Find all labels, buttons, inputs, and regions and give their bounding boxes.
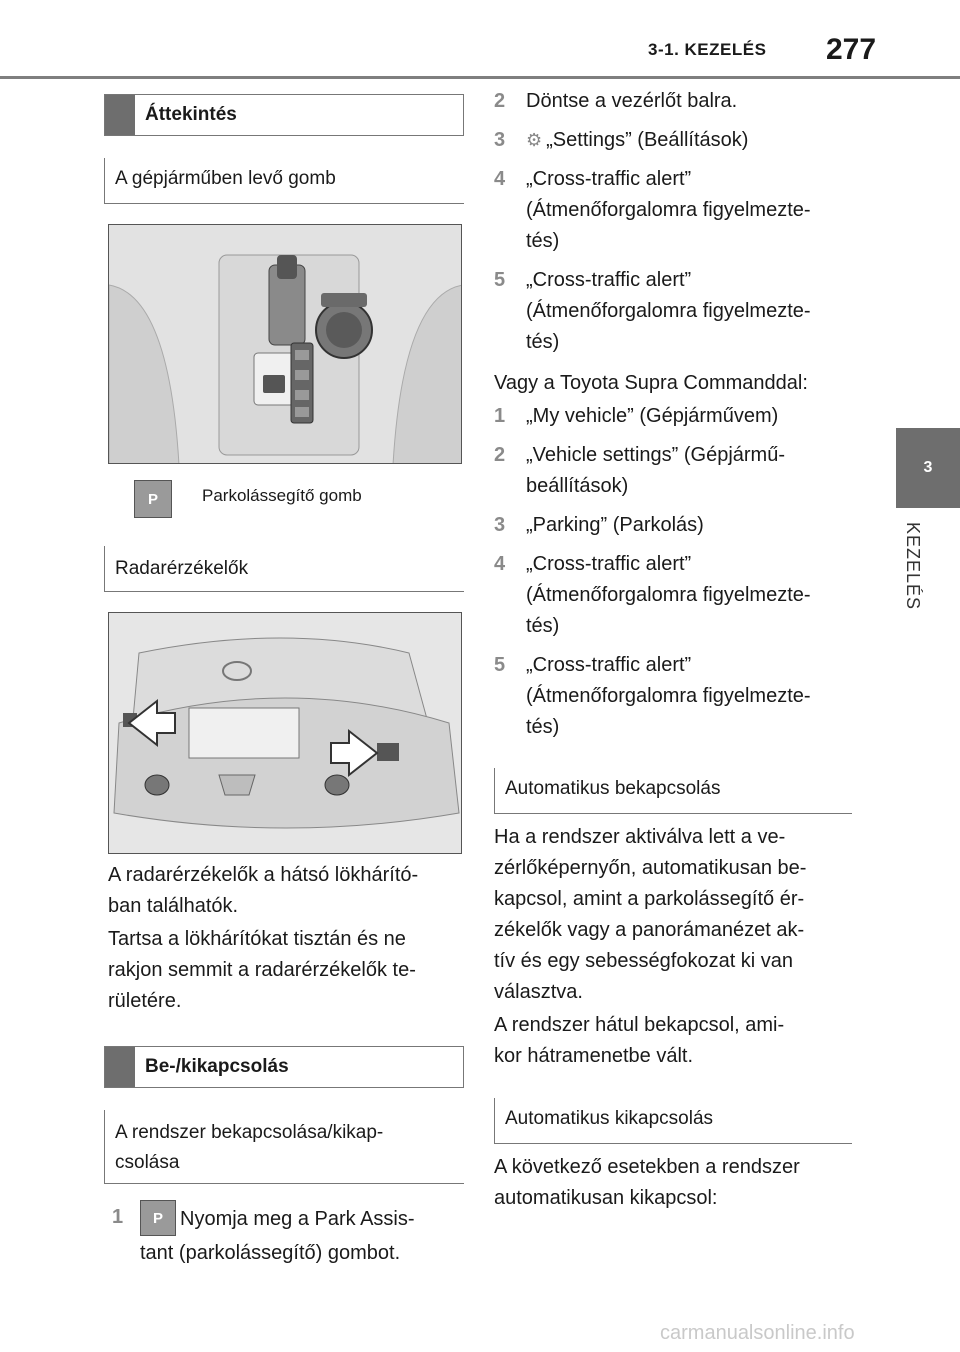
step-item xyxy=(494,650,864,743)
park-assist-icon: P xyxy=(140,1200,176,1236)
text-line: Ha a rendszer aktiválva lett a ve- xyxy=(494,826,786,848)
paragraph-sensor-location xyxy=(108,860,468,922)
chapter-tab[interactable] xyxy=(896,428,960,508)
section-box-title: Áttekintés xyxy=(145,104,237,125)
subheading-in-vehicle-button xyxy=(104,158,464,204)
step-item xyxy=(494,549,864,642)
text-line: zékelők vagy a panorámanézet ak- xyxy=(494,919,805,941)
step-text: tés) xyxy=(526,615,560,637)
step-text: „Cross-traffic alert” xyxy=(526,269,692,291)
step-item xyxy=(494,440,864,502)
step-list-command xyxy=(494,401,864,751)
step-text: beállítások) xyxy=(526,475,629,497)
subheading-auto-on xyxy=(494,768,852,814)
subheading-auto-off xyxy=(494,1098,852,1144)
step-text: „Cross-traffic alert” xyxy=(526,168,692,190)
figure-caption: Parkolássegítő gomb xyxy=(202,486,362,505)
text-line: A rendszer hátul bekapcsol, ami- xyxy=(494,1014,785,1036)
step-text: tés) xyxy=(526,230,560,252)
chapter-tab-label: KEZELÉS xyxy=(903,522,923,611)
step-text: tés) xyxy=(526,331,560,353)
watermark: carmanualsonline.info xyxy=(660,1322,855,1344)
text-line: A rendszer bekapcsolása/kikap- xyxy=(115,1122,384,1143)
step-text: „Cross-traffic alert” xyxy=(526,654,692,676)
step-text: „My vehicle” (Gépjárművem) xyxy=(526,405,779,427)
step-text: Döntse a vezérlőt balra. xyxy=(526,90,738,112)
step-text: „Parking” (Parkolás) xyxy=(526,514,704,536)
step-number: 2 xyxy=(494,90,506,112)
bumper-figure xyxy=(108,612,462,854)
step-text: (Átmenőforgalomra figyelmezte- xyxy=(526,584,811,606)
step-number: 1 xyxy=(112,1206,124,1228)
step-number: 3 xyxy=(494,514,506,536)
or-line: Vagy a Toyota Supra Commanddal: xyxy=(494,372,808,394)
step-number: 4 xyxy=(494,168,506,190)
step-number: 3 xyxy=(494,129,506,151)
section-box-bar xyxy=(105,95,135,135)
step-text: „Cross-traffic alert” xyxy=(526,553,692,575)
section-box-overview xyxy=(104,94,464,136)
paragraph-keep-clean xyxy=(108,924,468,1017)
step-item xyxy=(494,510,864,541)
section-box-bar xyxy=(105,1047,135,1087)
console-figure xyxy=(108,224,462,464)
step-item xyxy=(494,86,864,117)
paragraph-reverse xyxy=(494,1010,864,1072)
text-line: Tartsa a lökhárítókat tisztán és ne xyxy=(108,928,406,950)
text-line: ban találhatók. xyxy=(108,895,239,917)
text-line: kapcsol, amint a parkolássegítő ér- xyxy=(494,888,805,910)
subheading-switching xyxy=(104,1110,464,1184)
page-number: 277 xyxy=(826,33,877,66)
text-line: A következő esetekben a rendszer xyxy=(494,1156,800,1178)
step-number: 4 xyxy=(494,553,506,575)
bumper-illustration xyxy=(109,613,462,854)
subheading-text: A gépjárműben levő gomb xyxy=(115,168,336,189)
step-text: „Vehicle settings” (Gépjármű- xyxy=(526,444,785,466)
step-item xyxy=(494,164,864,257)
step-text: (Átmenőforgalomra figyelmezte- xyxy=(526,300,811,322)
subheading-text: Radarérzékelők xyxy=(115,558,249,579)
header-rule xyxy=(0,76,960,79)
text-line: A radarérzékelők a hátsó lökhárító- xyxy=(108,864,419,886)
chapter-tab-number: 3 xyxy=(923,459,933,476)
subheading-text xyxy=(115,1118,383,1178)
step-item xyxy=(494,125,864,156)
subheading-radar-sensors xyxy=(104,546,464,592)
step-text: tant (parkolássegítő) gombot. xyxy=(140,1242,401,1264)
text-line: automatikusan kikapcsol: xyxy=(494,1187,718,1209)
text-line: rületére. xyxy=(108,990,182,1012)
section-box-on-off xyxy=(104,1046,464,1088)
subheading-text: Automatikus kikapcsolás xyxy=(505,1108,714,1129)
step-number: 2 xyxy=(494,444,506,466)
text-line: rakjon semmit a radarérzékelők te- xyxy=(108,959,416,981)
gear-icon: ⚙ xyxy=(526,130,543,150)
step-number: 5 xyxy=(494,269,506,291)
step-item xyxy=(494,401,864,432)
text-line: kor hátramenetbe vált. xyxy=(494,1045,693,1067)
section-box-title: Be-/kikapcsolás xyxy=(145,1056,289,1077)
text-line: csolása xyxy=(115,1152,180,1173)
step-list-controller xyxy=(494,86,864,366)
step-label: „Settings” (Beállítások) xyxy=(546,129,749,151)
step-text: tés) xyxy=(526,716,560,738)
step-text: Nyomja meg a Park Assis- xyxy=(180,1208,415,1230)
text-line: tív és egy sebességfokozat ki van xyxy=(494,950,794,972)
console-illustration xyxy=(109,225,462,464)
step-item xyxy=(494,265,864,358)
park-assist-icon: P xyxy=(134,480,172,518)
subheading-text: Automatikus bekapcsolás xyxy=(505,778,721,799)
step-number: 5 xyxy=(494,654,506,676)
text-line: zérlőképernyőn, automatikusan be- xyxy=(494,857,807,879)
step-text xyxy=(526,125,864,156)
step-text: (Átmenőforgalomra figyelmezte- xyxy=(526,685,811,707)
paragraph-auto-on xyxy=(494,822,864,1008)
paragraph-auto-off xyxy=(494,1152,864,1214)
step-number: 1 xyxy=(494,405,506,427)
step-text: (Átmenőforgalomra figyelmezte- xyxy=(526,199,811,221)
text-line: választva. xyxy=(494,981,583,1003)
section-header: 3-1. KEZELÉS xyxy=(648,40,767,59)
